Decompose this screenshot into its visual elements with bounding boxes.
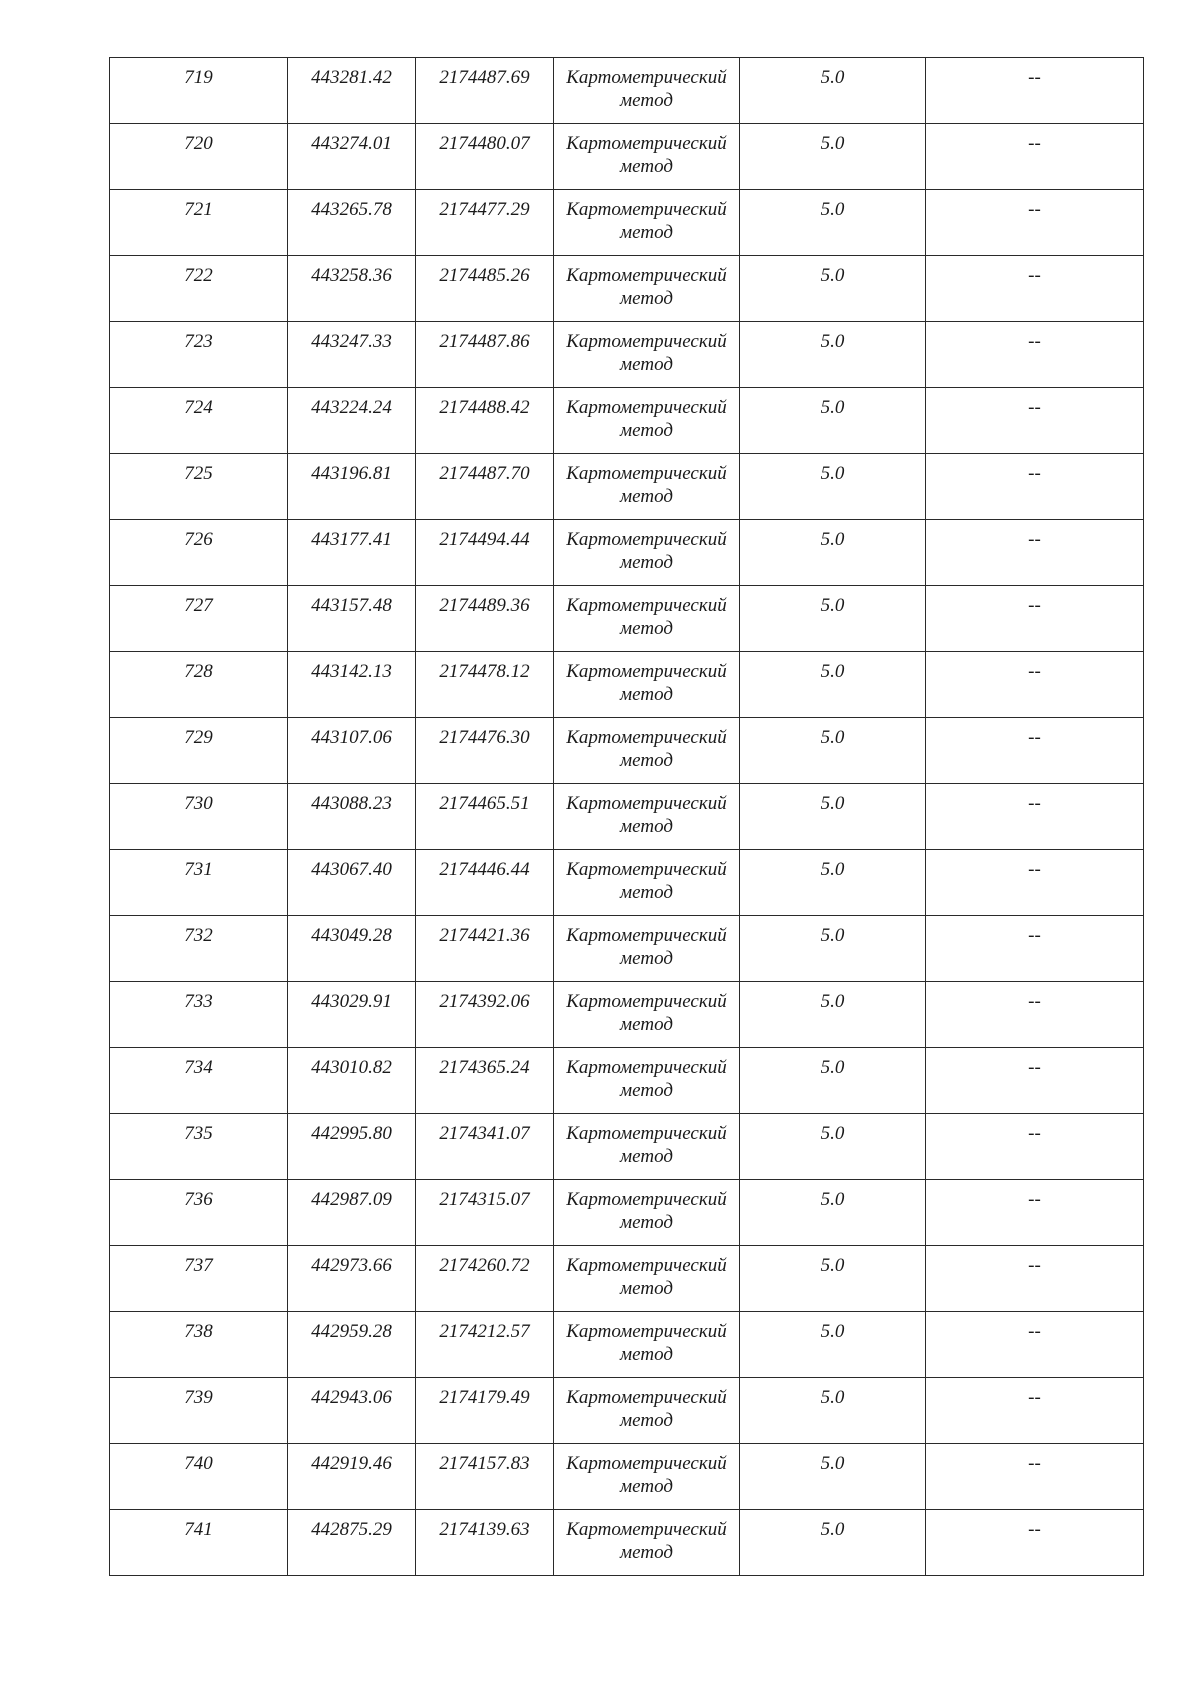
table-row	[110, 58, 1144, 124]
accuracy-cell: 5.0	[740, 652, 926, 718]
x-coordinate-cell: 442987.09	[288, 1180, 416, 1246]
accuracy-cell: 5.0	[740, 454, 926, 520]
method-label-line1: Картометрический	[566, 331, 727, 352]
method-label-line2: метод	[620, 1014, 673, 1035]
y-coordinate-cell: 2174157.83	[416, 1444, 554, 1510]
description-cell: --	[926, 1444, 1144, 1510]
method-label-line2: метод	[620, 1476, 673, 1497]
method-label-line1: Картометрический	[566, 199, 727, 220]
accuracy-cell: 5.0	[740, 982, 926, 1048]
y-coordinate-cell: 2174260.72	[416, 1246, 554, 1312]
point-number-cell: 732	[110, 916, 288, 982]
accuracy-cell: 5.0	[740, 1510, 926, 1576]
method-label-line1: Картометрический	[566, 991, 727, 1012]
x-coordinate-cell: 443157.48	[288, 586, 416, 652]
method-cell	[554, 322, 740, 388]
method-label-line2: метод	[620, 948, 673, 969]
accuracy-cell: 5.0	[740, 1048, 926, 1114]
method-label-line2: метод	[620, 1410, 673, 1431]
x-coordinate-cell: 443142.13	[288, 652, 416, 718]
method-cell	[554, 256, 740, 322]
method-cell	[554, 652, 740, 718]
accuracy-cell: 5.0	[740, 850, 926, 916]
method-cell	[554, 1246, 740, 1312]
method-label-line1: Картометрический	[566, 661, 727, 682]
method-label-line1: Картометрический	[566, 925, 727, 946]
method-label-line1: Картометрический	[566, 859, 727, 880]
accuracy-cell: 5.0	[740, 1180, 926, 1246]
method-label-line2: метод	[620, 1278, 673, 1299]
y-coordinate-cell: 2174446.44	[416, 850, 554, 916]
method-cell	[554, 124, 740, 190]
table-row	[110, 916, 1144, 982]
method-label-line2: метод	[620, 816, 673, 837]
point-number-cell: 724	[110, 388, 288, 454]
accuracy-cell: 5.0	[740, 124, 926, 190]
method-label-line1: Картометрический	[566, 1519, 727, 1540]
table-row	[110, 1312, 1144, 1378]
y-coordinate-cell: 2174487.86	[416, 322, 554, 388]
x-coordinate-cell: 443049.28	[288, 916, 416, 982]
y-coordinate-cell: 2174487.69	[416, 58, 554, 124]
table-row	[110, 520, 1144, 586]
y-coordinate-cell: 2174465.51	[416, 784, 554, 850]
accuracy-cell: 5.0	[740, 520, 926, 586]
method-label-line1: Картометрический	[566, 1189, 727, 1210]
method-label-line2: метод	[620, 156, 673, 177]
point-number-cell: 719	[110, 58, 288, 124]
table-row	[110, 784, 1144, 850]
method-label-line2: метод	[620, 1080, 673, 1101]
table-row	[110, 1444, 1144, 1510]
method-cell	[554, 454, 740, 520]
method-cell	[554, 1180, 740, 1246]
method-cell	[554, 916, 740, 982]
description-cell: --	[926, 718, 1144, 784]
method-label-line1: Картометрический	[566, 1453, 727, 1474]
y-coordinate-cell: 2174341.07	[416, 1114, 554, 1180]
point-number-cell: 722	[110, 256, 288, 322]
accuracy-cell: 5.0	[740, 784, 926, 850]
method-cell	[554, 1378, 740, 1444]
accuracy-cell: 5.0	[740, 1312, 926, 1378]
point-number-cell: 741	[110, 1510, 288, 1576]
description-cell: --	[926, 1246, 1144, 1312]
x-coordinate-cell: 443010.82	[288, 1048, 416, 1114]
accuracy-cell: 5.0	[740, 1378, 926, 1444]
point-number-cell: 726	[110, 520, 288, 586]
x-coordinate-cell: 443274.01	[288, 124, 416, 190]
method-label-line2: метод	[620, 288, 673, 309]
description-cell: --	[926, 322, 1144, 388]
y-coordinate-cell: 2174494.44	[416, 520, 554, 586]
x-coordinate-cell: 442995.80	[288, 1114, 416, 1180]
method-label-line2: метод	[620, 222, 673, 243]
description-cell: --	[926, 58, 1144, 124]
accuracy-cell: 5.0	[740, 1444, 926, 1510]
method-label-line1: Картометрический	[566, 793, 727, 814]
y-coordinate-cell: 2174487.70	[416, 454, 554, 520]
table-row	[110, 1048, 1144, 1114]
method-label-line1: Картометрический	[566, 133, 727, 154]
description-cell: --	[926, 1312, 1144, 1378]
accuracy-cell: 5.0	[740, 1114, 926, 1180]
accuracy-cell: 5.0	[740, 388, 926, 454]
point-number-cell: 721	[110, 190, 288, 256]
table-row	[110, 190, 1144, 256]
table-row	[110, 1246, 1144, 1312]
y-coordinate-cell: 2174315.07	[416, 1180, 554, 1246]
x-coordinate-cell: 442875.29	[288, 1510, 416, 1576]
description-cell: --	[926, 586, 1144, 652]
method-cell	[554, 520, 740, 586]
table-row	[110, 1378, 1144, 1444]
description-cell: --	[926, 1114, 1144, 1180]
description-cell: --	[926, 520, 1144, 586]
method-cell	[554, 1114, 740, 1180]
method-label-line1: Картометрический	[566, 397, 727, 418]
description-cell: --	[926, 388, 1144, 454]
accuracy-cell: 5.0	[740, 322, 926, 388]
method-label-line1: Картометрический	[566, 1387, 727, 1408]
x-coordinate-cell: 443177.41	[288, 520, 416, 586]
y-coordinate-cell: 2174489.36	[416, 586, 554, 652]
method-label-line2: метод	[620, 1212, 673, 1233]
method-label-line1: Картометрический	[566, 265, 727, 286]
method-label-line1: Картометрический	[566, 1321, 727, 1342]
table-row	[110, 850, 1144, 916]
description-cell: --	[926, 190, 1144, 256]
method-label-line2: метод	[620, 1344, 673, 1365]
method-label-line2: метод	[620, 486, 673, 507]
x-coordinate-cell: 442919.46	[288, 1444, 416, 1510]
description-cell: --	[926, 1048, 1144, 1114]
method-cell	[554, 58, 740, 124]
accuracy-cell: 5.0	[740, 916, 926, 982]
y-coordinate-cell: 2174488.42	[416, 388, 554, 454]
method-label-line2: метод	[620, 750, 673, 771]
table-row	[110, 718, 1144, 784]
point-number-cell: 723	[110, 322, 288, 388]
method-cell	[554, 1510, 740, 1576]
x-coordinate-cell: 442943.06	[288, 1378, 416, 1444]
method-cell	[554, 1444, 740, 1510]
table-row	[110, 256, 1144, 322]
point-number-cell: 734	[110, 1048, 288, 1114]
method-cell	[554, 1048, 740, 1114]
coordinates-table-body	[110, 58, 1144, 1576]
x-coordinate-cell: 443265.78	[288, 190, 416, 256]
accuracy-cell: 5.0	[740, 58, 926, 124]
x-coordinate-cell: 443107.06	[288, 718, 416, 784]
method-cell	[554, 982, 740, 1048]
table-row	[110, 388, 1144, 454]
x-coordinate-cell: 443281.42	[288, 58, 416, 124]
description-cell: --	[926, 454, 1144, 520]
method-cell	[554, 1312, 740, 1378]
description-cell: --	[926, 1180, 1144, 1246]
point-number-cell: 731	[110, 850, 288, 916]
point-number-cell: 740	[110, 1444, 288, 1510]
method-label-line1: Картометрический	[566, 727, 727, 748]
method-label-line2: метод	[620, 354, 673, 375]
method-cell	[554, 388, 740, 454]
method-label-line1: Картометрический	[566, 1123, 727, 1144]
method-label-line1: Картометрический	[566, 67, 727, 88]
description-cell: --	[926, 916, 1144, 982]
accuracy-cell: 5.0	[740, 586, 926, 652]
table-row	[110, 586, 1144, 652]
x-coordinate-cell: 443258.36	[288, 256, 416, 322]
method-label-line2: метод	[620, 420, 673, 441]
point-number-cell: 737	[110, 1246, 288, 1312]
description-cell: --	[926, 124, 1144, 190]
description-cell: --	[926, 850, 1144, 916]
description-cell: --	[926, 652, 1144, 718]
point-number-cell: 728	[110, 652, 288, 718]
table-row	[110, 322, 1144, 388]
point-number-cell: 729	[110, 718, 288, 784]
method-label-line2: метод	[620, 618, 673, 639]
accuracy-cell: 5.0	[740, 256, 926, 322]
description-cell: --	[926, 1510, 1144, 1576]
point-number-cell: 738	[110, 1312, 288, 1378]
y-coordinate-cell: 2174477.29	[416, 190, 554, 256]
y-coordinate-cell: 2174478.12	[416, 652, 554, 718]
point-number-cell: 727	[110, 586, 288, 652]
method-label-line2: метод	[620, 552, 673, 573]
method-label-line2: метод	[620, 90, 673, 111]
y-coordinate-cell: 2174139.63	[416, 1510, 554, 1576]
method-cell	[554, 586, 740, 652]
accuracy-cell: 5.0	[740, 1246, 926, 1312]
description-cell: --	[926, 784, 1144, 850]
method-label-line2: метод	[620, 882, 673, 903]
table-row	[110, 1180, 1144, 1246]
table-row	[110, 454, 1144, 520]
table-row	[110, 652, 1144, 718]
description-cell: --	[926, 982, 1144, 1048]
point-number-cell: 730	[110, 784, 288, 850]
method-cell	[554, 850, 740, 916]
x-coordinate-cell: 443196.81	[288, 454, 416, 520]
x-coordinate-cell: 442959.28	[288, 1312, 416, 1378]
x-coordinate-cell: 442973.66	[288, 1246, 416, 1312]
y-coordinate-cell: 2174365.24	[416, 1048, 554, 1114]
method-label-line1: Картометрический	[566, 595, 727, 616]
table-row	[110, 1510, 1144, 1576]
description-cell: --	[926, 1378, 1144, 1444]
method-label-line1: Картометрический	[566, 463, 727, 484]
y-coordinate-cell: 2174179.49	[416, 1378, 554, 1444]
table-row	[110, 124, 1144, 190]
accuracy-cell: 5.0	[740, 718, 926, 784]
y-coordinate-cell: 2174421.36	[416, 916, 554, 982]
method-label-line1: Картометрический	[566, 529, 727, 550]
table-row	[110, 982, 1144, 1048]
method-cell	[554, 190, 740, 256]
y-coordinate-cell: 2174392.06	[416, 982, 554, 1048]
x-coordinate-cell: 443247.33	[288, 322, 416, 388]
point-number-cell: 733	[110, 982, 288, 1048]
method-label-line1: Картометрический	[566, 1057, 727, 1078]
accuracy-cell: 5.0	[740, 190, 926, 256]
method-cell	[554, 718, 740, 784]
point-number-cell: 725	[110, 454, 288, 520]
x-coordinate-cell: 443224.24	[288, 388, 416, 454]
description-cell: --	[926, 256, 1144, 322]
point-number-cell: 739	[110, 1378, 288, 1444]
method-label-line2: метод	[620, 1146, 673, 1167]
method-cell	[554, 784, 740, 850]
table-row	[110, 1114, 1144, 1180]
method-label-line1: Картометрический	[566, 1255, 727, 1276]
point-number-cell: 720	[110, 124, 288, 190]
point-number-cell: 735	[110, 1114, 288, 1180]
y-coordinate-cell: 2174485.26	[416, 256, 554, 322]
x-coordinate-cell: 443067.40	[288, 850, 416, 916]
coordinates-table	[109, 57, 1144, 1576]
method-label-line2: метод	[620, 1542, 673, 1563]
y-coordinate-cell: 2174480.07	[416, 124, 554, 190]
y-coordinate-cell: 2174212.57	[416, 1312, 554, 1378]
y-coordinate-cell: 2174476.30	[416, 718, 554, 784]
x-coordinate-cell: 443088.23	[288, 784, 416, 850]
method-label-line2: метод	[620, 684, 673, 705]
point-number-cell: 736	[110, 1180, 288, 1246]
x-coordinate-cell: 443029.91	[288, 982, 416, 1048]
